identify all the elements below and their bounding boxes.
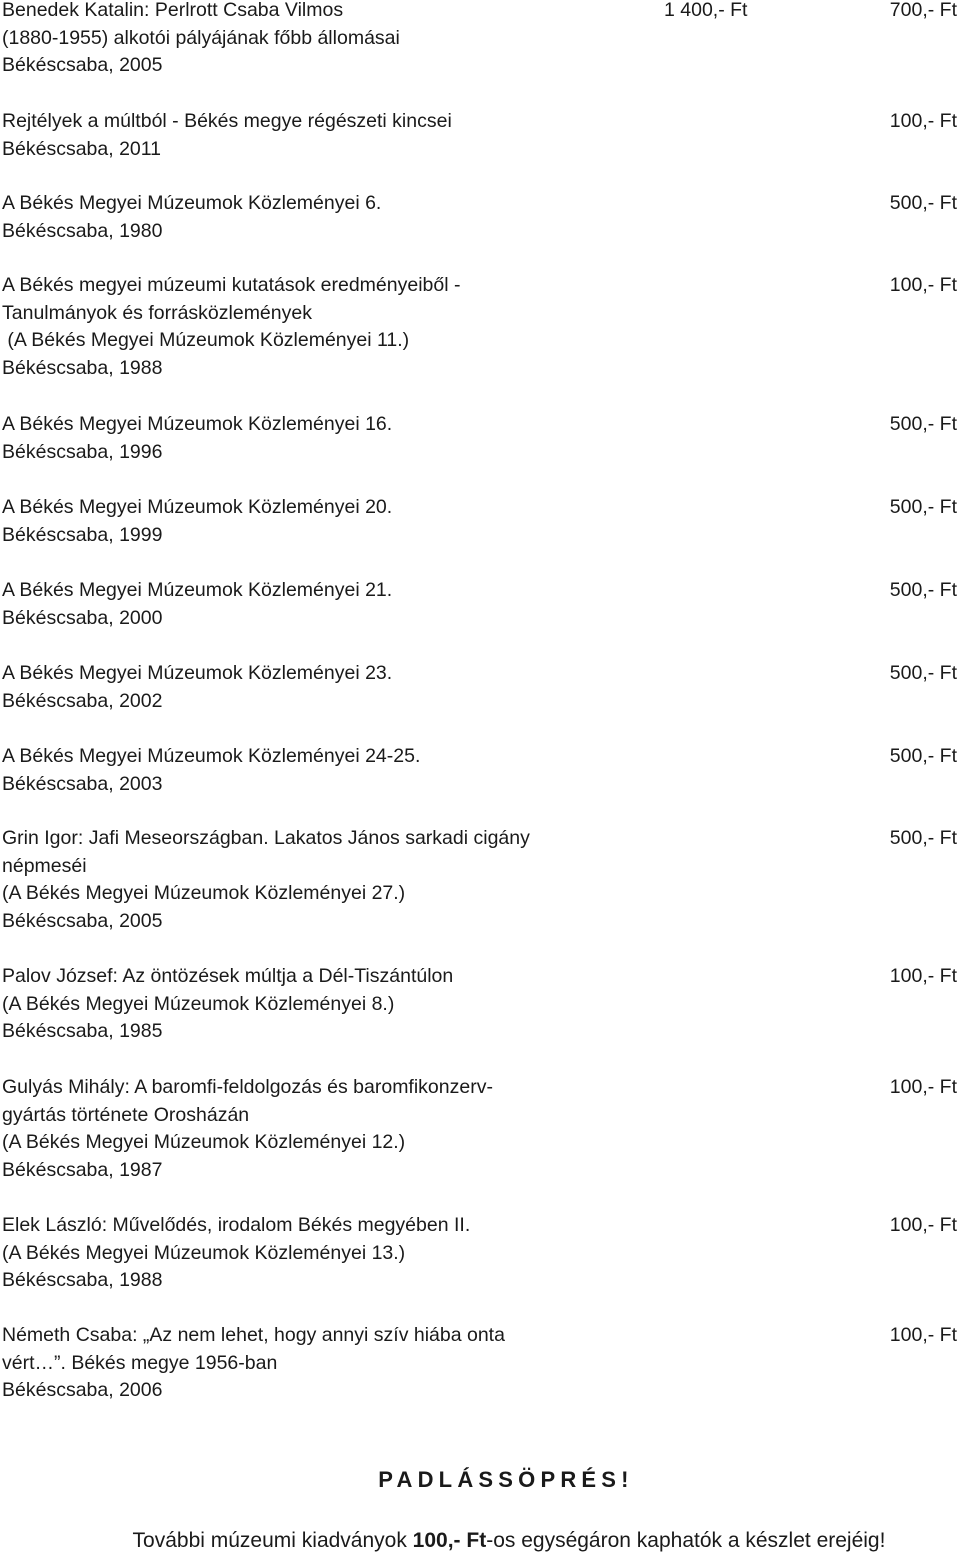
item-price: 100,- Ft (889, 274, 957, 296)
footnote-unit-price: 100,- Ft (412, 1529, 487, 1552)
item-description (2, 411, 562, 466)
item-description (2, 494, 562, 549)
item-description (2, 1074, 562, 1184)
item-description (2, 272, 562, 382)
item-description (2, 1212, 562, 1295)
item-description (2, 1322, 562, 1405)
item-line: Békéscsaba, 1996 (2, 440, 163, 463)
item-description (2, 0, 562, 80)
item-description (2, 825, 562, 935)
item-line: (A Békés Megyei Múzeumok Közleményei 8.) (2, 992, 395, 1015)
item-line: (A Békés Megyei Múzeumok Közleményei 27.) (2, 882, 406, 904)
item-price: 100,- Ft (889, 1324, 957, 1346)
item-line: Békéscsaba, 1980 (2, 219, 163, 242)
item-price: 100,- Ft (889, 1076, 957, 1098)
item-price: 500,- Ft (889, 192, 957, 214)
item-line: vért…”. Békés megye 1956-ban (2, 1351, 278, 1374)
item-price: 500,- Ft (889, 496, 957, 518)
item-line: Békéscsaba, 2006 (2, 1379, 163, 1401)
item-line: Békéscsaba, 1988 (2, 1269, 163, 1291)
item-line: A Békés Megyei Múzeumok Közleményei 23. (2, 662, 393, 684)
sale-announcement: PADLÁSSÖPRÉS! (378, 1467, 634, 1492)
item-line: Gulyás Mihály: A baromfi-feldolgozás és baromfikonzerv- (2, 1076, 493, 1098)
item-price: 500,- Ft (889, 745, 957, 767)
item-description (2, 108, 562, 163)
item-price: 500,- Ft (889, 413, 957, 435)
item-price: 100,- Ft (889, 1214, 957, 1236)
footnote (0, 1526, 960, 1556)
item-line: A Békés megyei múzeumi kutatások eredményeiből - (2, 274, 461, 296)
item-price: 500,- Ft (889, 579, 957, 601)
item-line: Békéscsaba, 2005 (2, 909, 163, 932)
item-line: Elek László: Művelődés, irodalom Békés megyében II. (2, 1214, 471, 1236)
item-line: Rejtélyek a múltból - Békés megye régészeti kincsei (2, 110, 452, 132)
item-line: Tanulmányok és forrásközlemények (2, 301, 312, 324)
item-line: A Békés Megyei Múzeumok Közleményei 21. (2, 579, 393, 601)
item-line: Békéscsaba, 1985 (2, 1020, 163, 1042)
item-line: Benedek Katalin: Perlrott Csaba Vilmos (2, 0, 344, 21)
item-line: A Békés Megyei Múzeumok Közleményei 16. (2, 413, 393, 435)
item-line: népmeséi (2, 854, 87, 877)
item-line: Békéscsaba, 2000 (2, 606, 163, 629)
footnote-text-before: További múzeumi kiadványok (132, 1529, 413, 1552)
item-description (2, 190, 562, 245)
item-line: Békéscsaba, 2003 (2, 772, 163, 795)
item-line: gyártás története Orosházán (2, 1103, 250, 1126)
item-line: (A Békés Megyei Múzeumok Közleményei 12.) (2, 1131, 406, 1153)
item-line: A Békés Megyei Múzeumok Közleményei 20. (2, 496, 393, 518)
item-line: A Békés Megyei Múzeumok Közleményei 6. (2, 192, 382, 214)
original-price: 1 400,- Ft (664, 0, 748, 21)
item-price: 100,- Ft (889, 110, 957, 132)
item-price: 100,- Ft (889, 965, 957, 987)
item-description (2, 963, 562, 1046)
item-price: 500,- Ft (889, 827, 957, 849)
item-line: Békéscsaba, 1999 (2, 523, 163, 546)
item-line: (A Békés Megyei Múzeumok Közleményei 13.) (2, 1241, 406, 1264)
item-description (2, 743, 562, 798)
item-price: 500,- Ft (889, 662, 957, 684)
item-line: Palov József: Az öntözések múltja a Dél-Tiszántúlon (2, 965, 454, 987)
item-line: Grin Igor: Jafi Meseországban. Lakatos János sarkadi cigány (2, 827, 530, 849)
item-line: (A Békés Megyei Múzeumok Közleményei 11.) (2, 329, 410, 351)
item-description (2, 660, 562, 715)
item-description (2, 577, 562, 632)
item-line: Békéscsaba, 1988 (2, 356, 163, 379)
item-line: Békéscsaba, 2005 (2, 54, 163, 76)
item-line: A Békés Megyei Múzeumok Közleményei 24-25. (2, 745, 421, 767)
item-line: Békéscsaba, 2002 (2, 689, 163, 712)
item-line: (1880-1955) alkotói pályájának főbb állomásai (2, 26, 400, 49)
item-price: 700,- Ft (889, 0, 957, 21)
footnote-text-after: -os egységáron kaphatók a készlet erejéig! (486, 1529, 886, 1552)
item-line: Békéscsaba, 2011 (2, 137, 161, 160)
item-line: Németh Csaba: „Az nem lehet, hogy annyi szív hiába onta (2, 1324, 505, 1346)
item-line: Békéscsaba, 1987 (2, 1158, 163, 1181)
